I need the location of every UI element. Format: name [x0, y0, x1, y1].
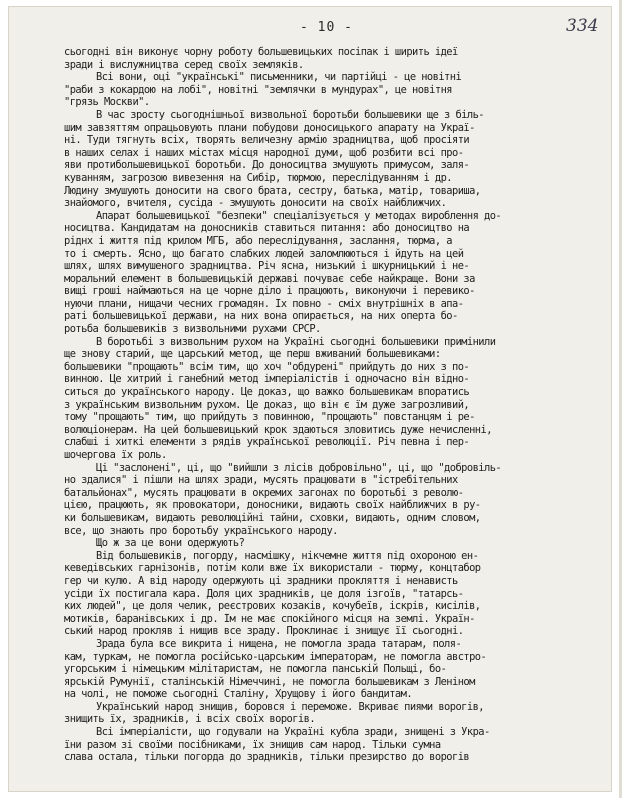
text-line: большевики "прощають" всім тим, що хоч "обдурені" прийдуть до них з по-: [64, 360, 470, 373]
text-line: В час зросту сьогоднішньої визвольної боротьби большевики ще з біль-: [96, 108, 484, 121]
archive-number: 334: [566, 16, 599, 36]
text-line: кам, туркам, не помогла російсько-царським імператорам, не помогла австро-: [64, 650, 487, 663]
text-line: Ці "заслонені", ці, що "вийшли з лісів добровільно", ці, що "добровіль-: [96, 461, 502, 474]
text-line: ні. Туди тягнуть всіх, творять величезну армію зрадництва, щоб просіяти: [64, 134, 470, 147]
text-line: ситься до українського народу. Це доказ, що важко большевикам впоратись: [64, 386, 470, 399]
text-line: моральний елемент в большевицькій державі почуває себе найкраще. Вони за: [64, 272, 475, 285]
text-line: Зрада була все викрита і нищена, не помогла зрада татарам, поля-: [96, 637, 462, 650]
text-line: ротьба большевиків з визвольними рухами СРСР.: [64, 323, 321, 336]
text-line: ріднх і життя під крилом МГБ, або переслідування, заслання, тюрма, а: [64, 234, 452, 247]
text-line: на чолі, не поможе сьогодні Сталіну, Хрущову і його бандитам.: [64, 688, 413, 701]
text-line: тому "прощають" тим, що прийдуть з повинною, "прощають" повстанцям і ре-: [64, 411, 475, 424]
text-line: Всі імперіалісти, що годували на Україні кубла зради, знищені з Укра-: [96, 726, 490, 739]
text-line: то і смерть. Ясно, що багато слабких людей заломлюються і йдуть на цей: [64, 247, 464, 260]
text-line: все, що знають про боротьбу українського народу.: [64, 524, 338, 537]
text-line: "раби з кокардою на лобі", новітні "землячки в мундурах", це новітня: [64, 83, 452, 96]
text-line: цією, працюють, як провокатори, доносники, видають своїх найближчих в ру-: [64, 499, 481, 512]
text-line: куванням, загрозою вивезення на Сибір, тюрмою, переслідуванням і др.: [64, 171, 452, 184]
text-line: "грязь Москви".: [64, 96, 150, 109]
text-line: угорським і німецьким мілітаристам, не помогла панській Польщі, бо-: [64, 663, 447, 676]
text-line: шочергова їх роль.: [64, 449, 167, 461]
text-line: Апарат большевицької "безпеки" спеціалізується у методах вироблення до-: [96, 209, 502, 222]
typewritten-page: [8, 6, 612, 792]
text-line: винною. Це хитрий і ганебний метод імперіалістів і одночасно він відно-: [64, 373, 470, 386]
text-line: ще знову старий, ще царський метод, ще перш вживаний большевиками:: [64, 348, 441, 361]
text-line: мотиків, баранівських і др. Їм не має спокійного місця на землі. Україн-: [64, 612, 475, 625]
text-line: слабші і хиткі елементи з рядів української революції. Річ певна і пер-: [64, 436, 470, 449]
text-line: зради і вислужництва серед своїх земляків.: [64, 58, 304, 71]
text-line: знищить їх, зрадників, і всіх своїх ворогів.: [64, 713, 316, 726]
text-line: В боротьбі з визвольним рухом на Україні сьогодні большевики примінили: [96, 335, 496, 348]
text-line: яви протибольшевицької боротьби. До доносицтва змушують примусом, заля-: [64, 159, 470, 172]
text-line: ких людей", це доля челик, реєстрових козаків, кочубеїв, іскрів, кисілів,: [64, 600, 481, 613]
text-line: шим завзяттям опрацьовують плани побудови доносицького апарату на Украї-: [64, 121, 475, 134]
text-line: знайомого, вчителя, сусіда - змушують доносити на своїх найближчих.: [64, 197, 447, 210]
page-number: - 10 -: [300, 20, 353, 35]
text-line: раті большевицької держави, на них вона опирається, на них оперта бо-: [64, 310, 458, 323]
text-line: слава остала, тільки погорда до зрадників, тільки презирство до ворогів: [64, 751, 470, 764]
text-line: ки большевикам, видають революційні тайни, сховки, видають, одним словом,: [64, 511, 481, 524]
text-line: Всі вони, оці "українські" письменники, чи партійці - це новітні: [96, 71, 462, 84]
text-line: Український народ знищив, боровся і переможе. Вкриває пиями ворогів,: [96, 700, 484, 713]
text-line: ярській Румунії, сталінській Німеччині, не помогла большевикам з Леніном: [64, 675, 475, 688]
text-line: но здалися" і пішли на шлях зради, мусять працювати в "істребітельних: [64, 474, 458, 487]
text-line: ський народ прокляв і нищив все зраду. Проклинає і знищує її сьогодні.: [64, 625, 464, 638]
text-line: шлях, шлях вимушеного зрадництва. Річ ясна, низький і шкурницький і не-: [64, 260, 470, 273]
text-line: з українським визвольним рухом. Це доказ, що він є їм дуже загрозливий,: [64, 398, 470, 411]
text-line: батальйонах", мусять працювати в окремих загонах по боротьбі з револю-: [64, 486, 464, 499]
text-line: гер чи кулю. А від народу одержують ці зрадники прокляття і ненависть: [64, 574, 458, 587]
text-line: їни разом зі своїми посібниками, їх знищив сам народ. Тільки сумна: [64, 738, 441, 751]
scan-edge: [619, 0, 622, 798]
text-line: усіди їх постигала кара. Доля цих зрадників, це доля ізгоїв, "татарсь-: [64, 587, 464, 600]
text-line: Людину змушують доносити на свого брата, сестру, батька, матір, товариша,: [64, 184, 481, 197]
text-line: в наших селах і наших містах місця народної думи, щоб розбити всі про-: [64, 146, 464, 159]
text-line: кеведівських гарнізонів, потім коли вже їх використали - тюрму, концтабор: [64, 562, 481, 575]
document-body: [64, 46, 614, 764]
text-line: Що ж за це вони одержують?: [96, 537, 245, 550]
text-line: носицтва. Кандидатам на доносників ставиться питання: або доносицтво на: [64, 222, 470, 235]
text-line: сьогодні він виконує чорну роботу большевицьких посіпак і ширить ідеї: [64, 46, 458, 58]
text-line: Від большевиків, погорду, насмішку, нікчемне життя під охороною ен-: [96, 549, 479, 562]
text-line: вищі гроші наймаються на це чорне діло і працюють, виконуючи і перевико-: [64, 285, 475, 298]
text-line: нуючи плани, нищачи чесних громадян. Їх повно - сміх внутрішніх в апа-: [64, 297, 464, 310]
text-line: волюціонерам. На цей большевицький крок здаються зловитись дуже нечисленні,: [64, 423, 492, 436]
